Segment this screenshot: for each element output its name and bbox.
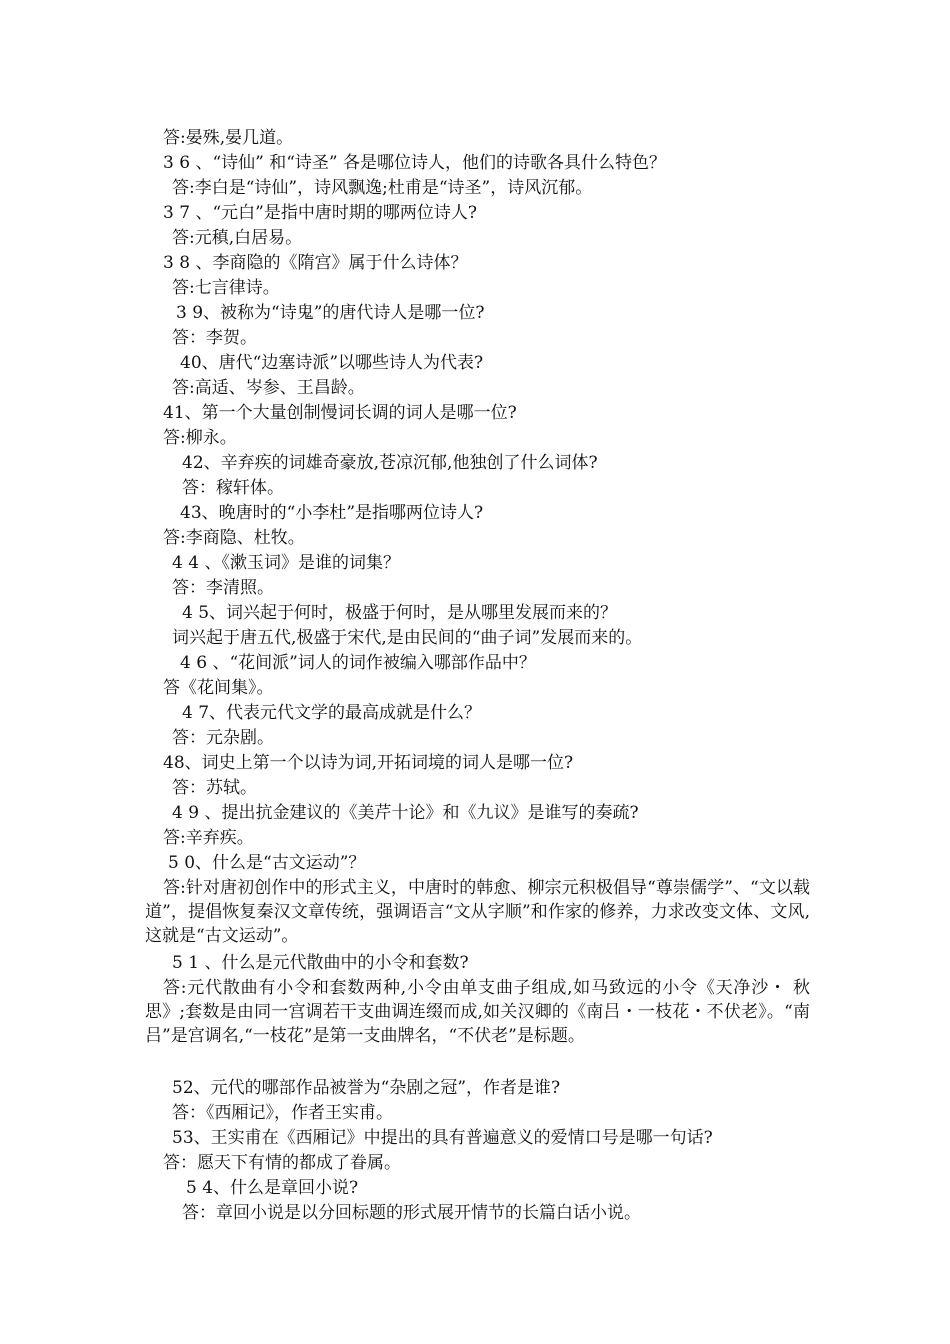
answer-41: 答:柳永。 <box>163 428 237 448</box>
answer-40: 答:高适、岑参、王昌龄。 <box>172 378 365 398</box>
answer-54: 答：章回小说是以分回标题的形式展开情节的长篇白话小说。 <box>182 1203 641 1223</box>
question-48: 48、词史上第一个以诗为词,开拓词境的词人是哪一位? <box>163 753 574 773</box>
answer-52: 答：《西厢记》，作者王实甫。 <box>172 1103 393 1123</box>
answer-53: 答：愿天下有情的都成了眷属。 <box>163 1153 401 1173</box>
question-40: 40、唐代“边塞诗派”以哪些诗人为代表? <box>180 353 484 373</box>
answer-37: 答:元稹,白居易。 <box>172 228 303 248</box>
question-42: 42、辛弃疾的词雄奇豪放,苍凉沉郁,他独创了什么词体? <box>182 453 598 473</box>
question-36: 3 6 、“诗仙” 和“诗圣” 各是哪位诗人，他们的诗歌各具什么特色？ <box>163 153 667 173</box>
answer-42: 答：稼轩体。 <box>182 478 284 498</box>
answer-44: 答：李清照。 <box>172 578 274 598</box>
answer-39: 答：李贺。 <box>172 328 257 348</box>
question-39: 3 9、被称为“诗鬼”的唐代诗人是哪一位? <box>176 303 485 323</box>
question-53: 53、王实甫在《西厢记》中提出的具有普遍意义的爱情口号是哪一句话? <box>172 1128 713 1148</box>
question-44: 4 4 、《漱玉词》是谁的词集？ <box>172 553 400 573</box>
question-37: 3 7 、“元白”是指中唐时期的哪两位诗人? <box>163 203 477 223</box>
question-45: 4 5、词兴起于何时，极盛于何时，是从哪里发展而来的？ <box>182 603 618 623</box>
answer-35: 答:晏殊,晏几道。 <box>163 128 294 148</box>
answer-46: 答《花间集》。 <box>163 678 274 698</box>
answer-47: 答：元杂剧。 <box>172 728 274 748</box>
answer-50-paragraph: 答:针对唐初创作中的形式主义，中唐时的韩愈、柳宗元积极倡导“尊崇儒学”、“文以载道”，提倡恢复秦汉文章传统，强调语言“文从字顺”和作家的修养，力求改变文体、文风,这就是“古文运动”。 <box>145 878 810 946</box>
answer-43: 答:李商隐、杜牧。 <box>163 528 305 548</box>
question-50: 5 0、什么是“古文运动”？ <box>168 853 366 873</box>
answer-45: 词兴起于唐五代,极盛于宋代,是由民间的“曲子词”发展而来的。 <box>172 628 643 648</box>
answer-49: 答:辛弃疾。 <box>163 828 254 848</box>
question-49: 4 9 、提出抗金建议的《美芹十论》和《九议》是谁写的奏疏? <box>172 803 639 823</box>
question-51: 5 1 、什么是元代散曲中的小令和套数? <box>172 953 469 973</box>
question-54: 5 4、什么是章回小说? <box>186 1178 359 1198</box>
answer-36: 答:李白是“诗仙”，诗风飘逸;杜甫是“诗圣”，诗风沉郁。 <box>172 178 593 198</box>
question-41: 41、第一个大量创制慢词长调的词人是哪一位? <box>163 403 517 423</box>
answer-38: 答:七言律诗。 <box>172 278 280 298</box>
question-38: 3 8 、李商隐的《隋宫》属于什么诗体？ <box>163 253 468 273</box>
answer-48: 答：苏轼。 <box>172 778 257 798</box>
question-46: 4 6 、“花间派”词人的词作被编入哪部作品中？ <box>180 653 536 673</box>
question-52: 52、元代的哪部作品被誉为“杂剧之冠”，作者是谁? <box>172 1078 561 1098</box>
question-43: 43、晚唐时的“小李杜”是指哪两位诗人? <box>180 503 484 523</box>
answer-51-paragraph: 答:元代散曲有小令和套数两种,小令由单支曲子组成,如马致远的小令《天净沙・ 秋思》;套数是由同一宫调若干支曲调连缀而成,如关汉卿的《南吕・一枝花・不伏老》。“南吕”是宫调名,“一枝花”是第一支曲牌名，“不伏老”是标题。 <box>145 978 810 1046</box>
question-47: 4 7、代表元代文学的最高成就是什么？ <box>182 703 482 723</box>
